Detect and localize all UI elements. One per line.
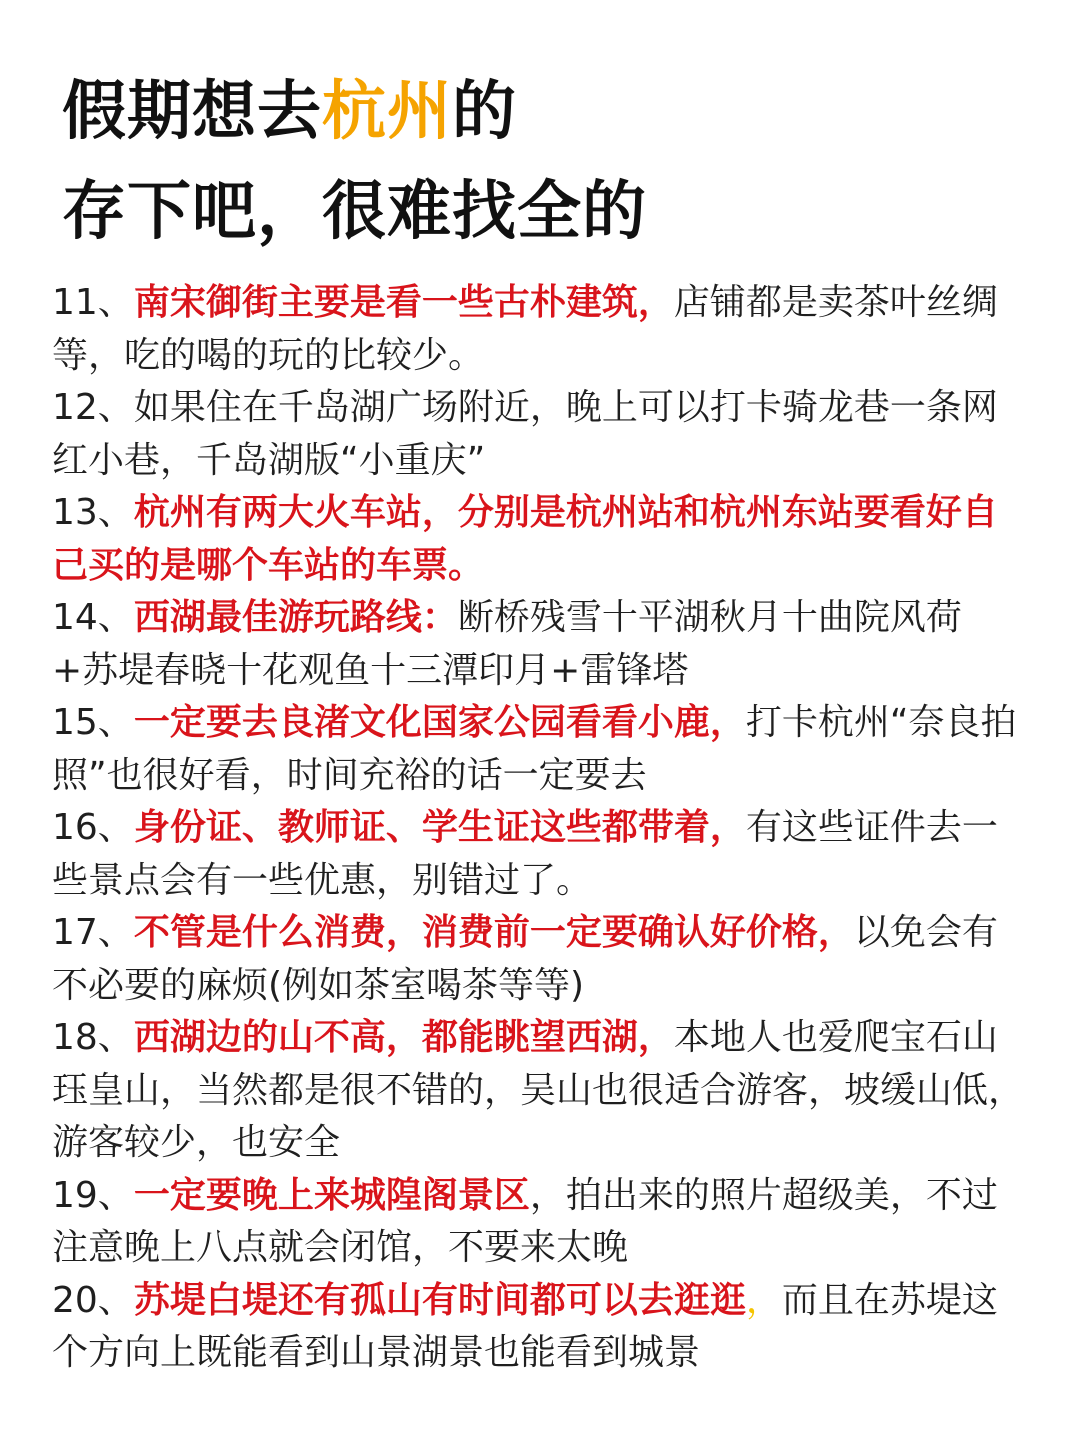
tip-highlight: 西湖最佳游玩路线： xyxy=(133,597,458,638)
tip-text: 以免会有不必要的麻烦(例如茶室喝茶等等) xyxy=(52,912,998,1006)
tip-number: 20、 xyxy=(52,1279,134,1321)
tip-highlight: 杭州有两大火车站，分别是杭州站和杭州东站要看好自己买的是哪个车站的车票。 xyxy=(52,492,998,586)
tip-text: 打卡杭州“奈良拍照”也很好看，时间充裕的话一定要去 xyxy=(52,702,1017,796)
tip-item-13 xyxy=(52,487,1024,592)
tip-text: 店铺都是卖茶叶丝绸等，吃的喝的玩的比较少。 xyxy=(52,282,998,376)
tip-text: ，拍出来的照片超级美，不过注意晚上八点就会闭馆，不要来太晚 xyxy=(52,1174,998,1268)
tip-highlight: 不管是什么消费，消费前一定要确认好价格， xyxy=(133,912,854,953)
tip-text: 断桥残雪十平湖秋月十曲院风荷+苏堤春晓十花观鱼十三潭印月+雷锋塔 xyxy=(52,597,962,691)
tip-highlight: 南宋御街主要是看一些古朴建筑， xyxy=(133,282,674,323)
tip-text: 而且在苏堤这个方向上既能看到山景湖景也能看到城景 xyxy=(52,1279,998,1373)
tip-text: 如果住在千岛湖广场附近，晚上可以打卡骑龙巷一条网红小巷，千岛湖版“小重庆” xyxy=(52,387,998,481)
title-line-1-start: 假期想去 xyxy=(62,75,322,149)
tip-item-15 xyxy=(52,697,1024,802)
tip-highlight: 一定要晚上来城隍阁景区 xyxy=(133,1174,530,1216)
tip-number: 14、 xyxy=(52,597,134,638)
tip-item-16 xyxy=(52,802,1024,907)
page-title xyxy=(62,62,1042,262)
tip-highlight: 西湖边的山不高，都能眺望西湖， xyxy=(133,1017,674,1058)
tip-item-20 xyxy=(52,1275,1024,1380)
title-line-1-end: 的 xyxy=(452,75,517,149)
tip-number: 17、 xyxy=(52,912,134,953)
tip-item-17 xyxy=(52,907,1024,1012)
tip-item-19 xyxy=(52,1170,1024,1275)
tip-item-11 xyxy=(52,277,1024,382)
title-line-2: 存下吧，很难找全的 xyxy=(62,175,647,249)
tip-item-12 xyxy=(52,382,1024,487)
tip-text: 本地人也爱爬宝石山珏皇山，当然都是很不错的，吴山也很适合游客，坡缓山低，游客较少，也安全 xyxy=(52,1017,1025,1163)
tip-highlight: 一定要去良渚文化国家公园看看小鹿， xyxy=(133,702,746,743)
tip-number: 16、 xyxy=(52,807,134,848)
tip-highlight: 身份证、教师证、学生证这些都带着， xyxy=(133,807,746,848)
tip-highlight: 苏堤白堤还有孤山有时间都可以去逛逛 xyxy=(133,1279,746,1321)
tip-number: 18、 xyxy=(52,1017,134,1058)
title-accent-hangzhou: 杭州 xyxy=(322,75,452,149)
tip-item-14 xyxy=(52,592,1024,697)
tip-number: 12、 xyxy=(52,387,134,428)
title-line-1 xyxy=(62,62,1042,162)
tip-number: 19、 xyxy=(52,1174,134,1216)
tip-comma: ， xyxy=(745,1279,782,1321)
tip-item-18 xyxy=(52,1012,1024,1170)
tip-number: 15、 xyxy=(52,702,134,743)
tip-number: 13、 xyxy=(52,492,134,533)
tips-list xyxy=(52,277,1024,1380)
tip-number: 11、 xyxy=(52,282,134,323)
tip-text: 有这些证件去一些景点会有一些优惠，别错过了。 xyxy=(52,807,998,901)
